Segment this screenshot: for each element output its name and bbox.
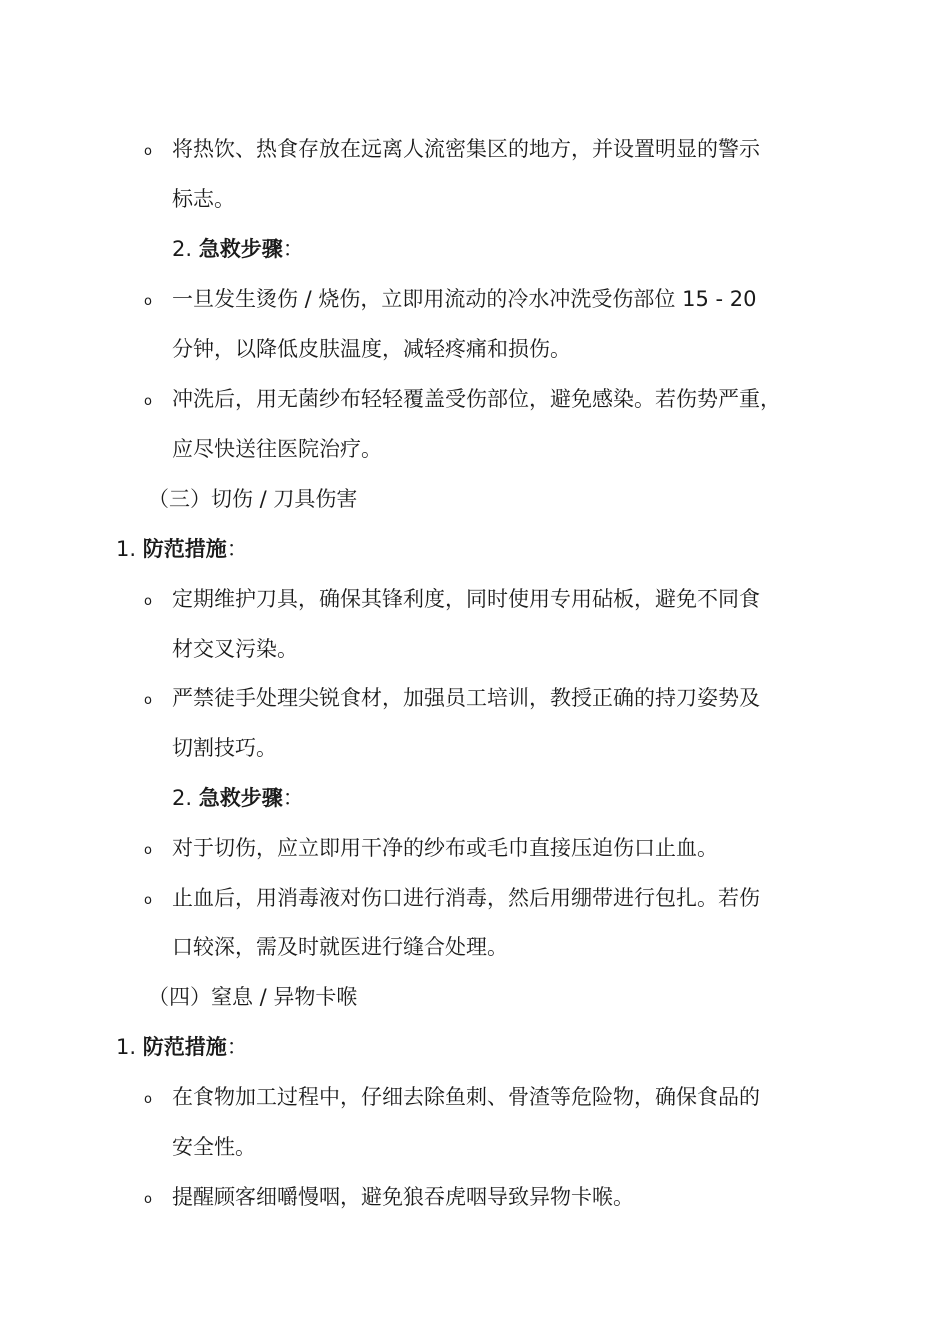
section-heading: （四）窒息 / 异物卡喉 [148, 985, 358, 1009]
subsection-colon: ： [282, 237, 304, 261]
subsection-colon: ： [282, 786, 304, 810]
list-item-text: 在食物加工过程中，仔细去除鱼刺、骨渣等危险物，确保食品的 [172, 1085, 760, 1109]
subsection-title: 急救步骤 [198, 786, 283, 810]
list-item-text: 口较深，需及时就医进行缝合处理。 [172, 935, 508, 959]
list-item-text: 分钟，以降低皮肤温度，减轻疼痛和损伤。 [172, 337, 571, 361]
list-item-text: 将热饮、热食存放在远离人流密集区的地方，并设置明显的警示 [172, 137, 760, 161]
list-item-text: 一旦发生烫伤 / 烧伤，立即用流动的冷水冲洗受伤部位 15 - 20 [172, 287, 757, 311]
list-item-text: 标志。 [172, 187, 235, 211]
list-item-text: 提醒顾客细嚼慢咽，避免狼吞虎咽导致异物卡喉。 [172, 1185, 634, 1209]
subsection-number: 1. [116, 1035, 137, 1059]
list-item-text: 切割技巧。 [172, 736, 277, 760]
list-item-text: 冲洗后，用无菌纱布轻轻覆盖受伤部位，避免感染。若伤势严重， [172, 387, 781, 411]
list-bullet: o [144, 1192, 152, 1207]
list-bullet: o [144, 843, 152, 858]
list-item-text: 安全性。 [172, 1135, 256, 1159]
list-item-text: 定期维护刀具，确保其锋利度，同时使用专用砧板，避免不同食 [172, 587, 760, 611]
subsection-title: 急救步骤 [198, 237, 283, 261]
subsection-number: 1. [116, 537, 137, 561]
subsection-colon: ： [226, 537, 248, 561]
section-heading: （三）切伤 / 刀具伤害 [148, 487, 358, 511]
subsection-colon: ： [226, 1035, 248, 1059]
subsection-heading [116, 534, 248, 564]
subsection-heading [116, 1032, 248, 1062]
subsection-heading [172, 234, 304, 264]
list-bullet: o [144, 594, 152, 609]
subsection-title: 防范措施 [142, 537, 227, 561]
list-item-text: 止血后，用消毒液对伤口进行消毒，然后用绷带进行包扎。若伤 [172, 886, 760, 910]
subsection-number: 2. [172, 786, 193, 810]
list-item-text: 对于切伤，应立即用干净的纱布或毛巾直接压迫伤口止血。 [172, 836, 718, 860]
list-bullet: o [144, 294, 152, 309]
list-item-text: 严禁徒手处理尖锐食材，加强员工培训，教授正确的持刀姿势及 [172, 686, 760, 710]
list-item-text: 应尽快送往医院治疗。 [172, 437, 382, 461]
subsection-heading [172, 783, 304, 813]
subsection-number: 2. [172, 237, 193, 261]
list-item-text: 材交叉污染。 [172, 637, 298, 661]
list-bullet: o [144, 693, 152, 708]
subsection-title: 防范措施 [142, 1035, 227, 1059]
list-bullet: o [144, 144, 152, 159]
list-bullet: o [144, 893, 152, 908]
list-bullet: o [144, 394, 152, 409]
list-bullet: o [144, 1092, 152, 1107]
